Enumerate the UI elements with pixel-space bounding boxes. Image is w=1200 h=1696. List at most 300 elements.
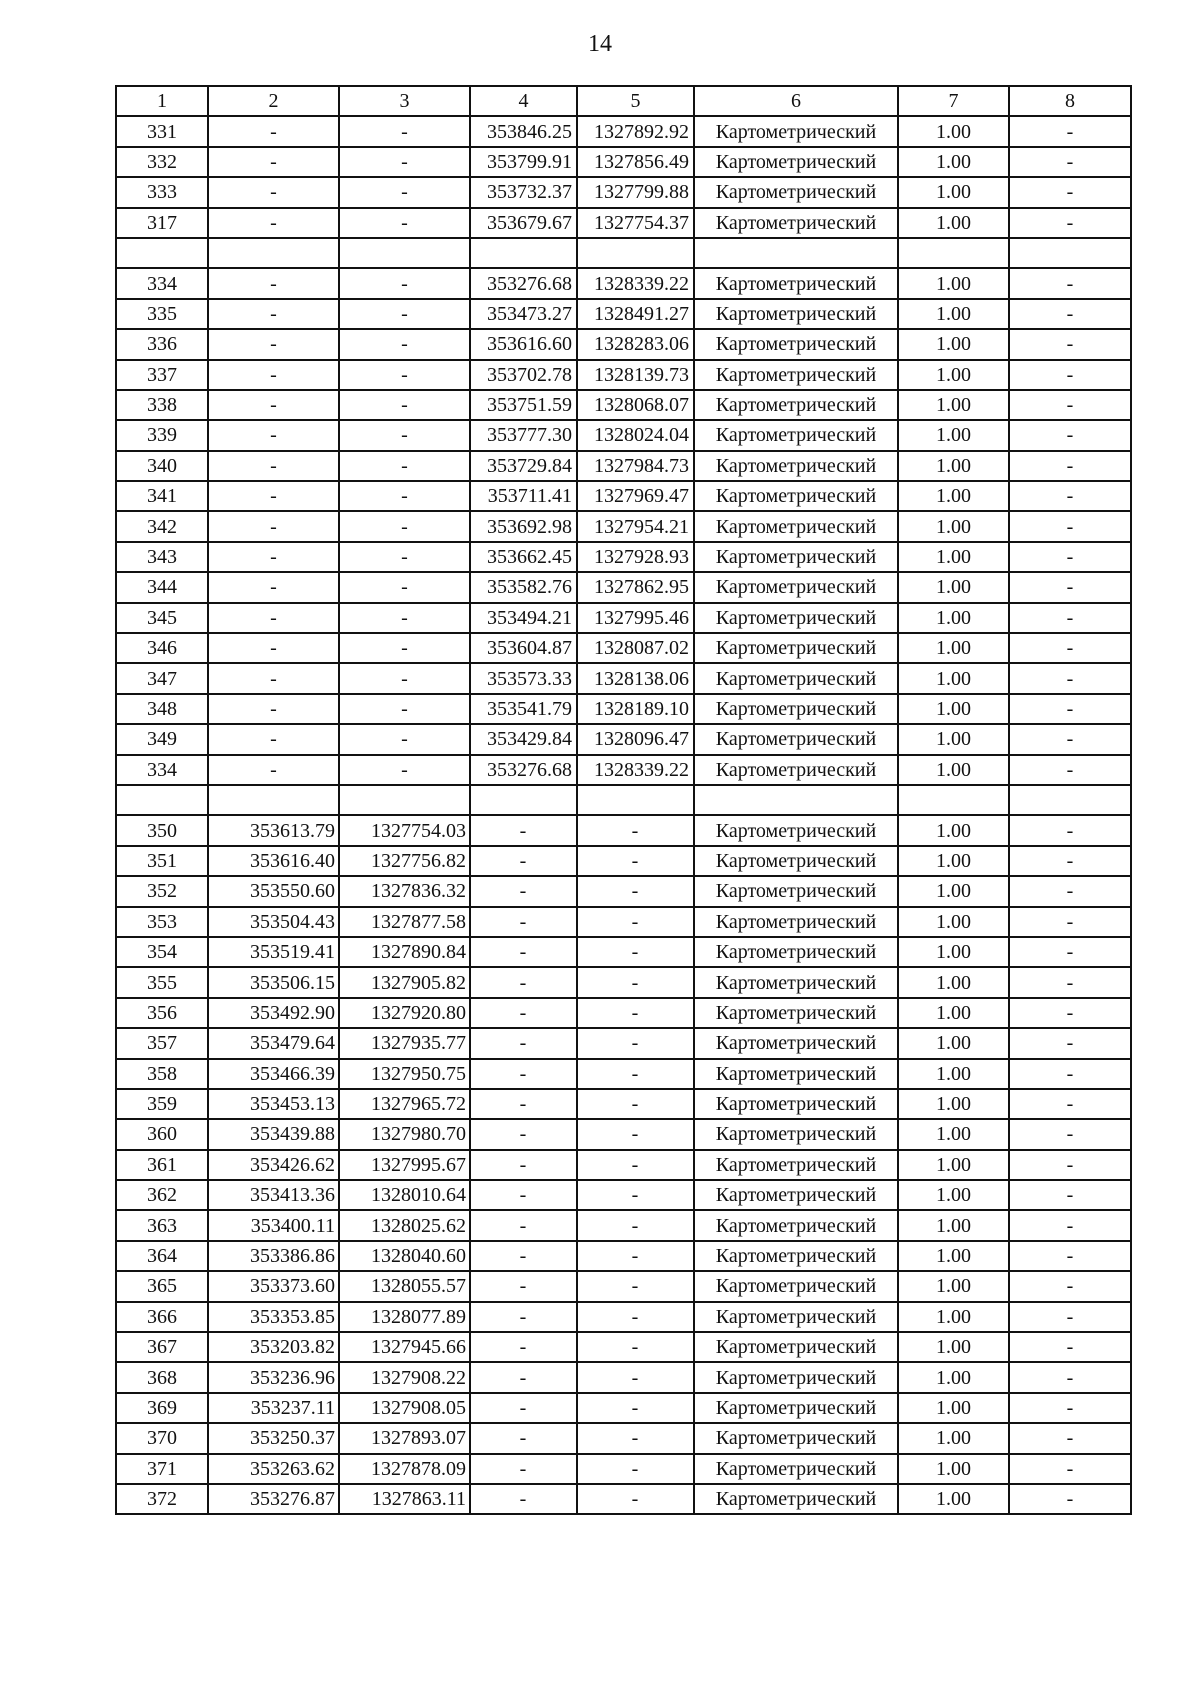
y-old-cell: - xyxy=(339,572,470,602)
point-number-cell: 368 xyxy=(116,1362,208,1392)
y-new-cell: - xyxy=(577,1180,694,1210)
x-old-cell: - xyxy=(208,329,339,359)
point-number-cell: 337 xyxy=(116,360,208,390)
y-new-cell: 1327984.73 xyxy=(577,451,694,481)
description-cell: - xyxy=(1009,1362,1131,1392)
x-new-cell: - xyxy=(470,967,577,997)
description-cell xyxy=(1009,238,1131,268)
x-new-cell: - xyxy=(470,1059,577,1089)
x-new-cell: - xyxy=(470,1423,577,1453)
accuracy-cell: 1.00 xyxy=(898,1362,1009,1392)
table-row xyxy=(116,420,1131,450)
method-cell: Картометрический xyxy=(694,511,898,541)
table-row xyxy=(116,1119,1131,1149)
point-number-cell: 346 xyxy=(116,633,208,663)
column-header-8: 8 xyxy=(1009,86,1131,116)
method-cell: Картометрический xyxy=(694,1180,898,1210)
y-old-cell: - xyxy=(339,633,470,663)
description-cell: - xyxy=(1009,603,1131,633)
x-new-cell: 353751.59 xyxy=(470,390,577,420)
description-cell: - xyxy=(1009,329,1131,359)
table-row xyxy=(116,1210,1131,1240)
table-row xyxy=(116,967,1131,997)
y-new-cell: - xyxy=(577,998,694,1028)
method-cell: Картометрический xyxy=(694,603,898,633)
description-cell xyxy=(1009,785,1131,815)
method-cell: Картометрический xyxy=(694,876,898,906)
x-old-cell: - xyxy=(208,603,339,633)
y-old-cell: 1328010.64 xyxy=(339,1180,470,1210)
table-row xyxy=(116,755,1131,785)
column-header-7: 7 xyxy=(898,86,1009,116)
x-new-cell: - xyxy=(470,876,577,906)
point-number-cell: 361 xyxy=(116,1150,208,1180)
point-number-cell: 351 xyxy=(116,846,208,876)
x-old-cell: - xyxy=(208,268,339,298)
method-cell: Картометрический xyxy=(694,815,898,845)
y-new-cell: - xyxy=(577,1241,694,1271)
y-old-cell: - xyxy=(339,268,470,298)
y-new-cell: - xyxy=(577,1271,694,1301)
y-new-cell: - xyxy=(577,846,694,876)
description-cell: - xyxy=(1009,633,1131,663)
accuracy-cell: 1.00 xyxy=(898,572,1009,602)
y-old-cell: - xyxy=(339,299,470,329)
x-old-cell: 353453.13 xyxy=(208,1089,339,1119)
x-new-cell: - xyxy=(470,1302,577,1332)
point-number-cell: 369 xyxy=(116,1393,208,1423)
x-new-cell: - xyxy=(470,1393,577,1423)
method-cell: Картометрический xyxy=(694,846,898,876)
table-row xyxy=(116,1362,1131,1392)
y-new-cell: - xyxy=(577,1210,694,1240)
table-row xyxy=(116,1393,1131,1423)
column-header-4: 4 xyxy=(470,86,577,116)
y-new-cell: 1328491.27 xyxy=(577,299,694,329)
accuracy-cell: 1.00 xyxy=(898,177,1009,207)
x-old-cell: 353237.11 xyxy=(208,1393,339,1423)
column-header-3: 3 xyxy=(339,86,470,116)
y-old-cell: - xyxy=(339,390,470,420)
y-old-cell: 1327935.77 xyxy=(339,1028,470,1058)
description-cell: - xyxy=(1009,360,1131,390)
x-old-cell: 353236.96 xyxy=(208,1362,339,1392)
x-new-cell: 353692.98 xyxy=(470,511,577,541)
accuracy-cell: 1.00 xyxy=(898,329,1009,359)
point-number-cell: 360 xyxy=(116,1119,208,1149)
x-old-cell: 353263.62 xyxy=(208,1454,339,1484)
method-cell: Картометрический xyxy=(694,268,898,298)
x-new-cell xyxy=(470,785,577,815)
x-new-cell: - xyxy=(470,1271,577,1301)
y-old-cell: - xyxy=(339,603,470,633)
x-new-cell: 353679.67 xyxy=(470,208,577,238)
method-cell: Картометрический xyxy=(694,299,898,329)
accuracy-cell: 1.00 xyxy=(898,299,1009,329)
accuracy-cell: 1.00 xyxy=(898,390,1009,420)
point-number-cell: 338 xyxy=(116,390,208,420)
table-row xyxy=(116,937,1131,967)
table-row xyxy=(116,1484,1131,1514)
y-old-cell xyxy=(339,785,470,815)
accuracy-cell: 1.00 xyxy=(898,694,1009,724)
x-new-cell: - xyxy=(470,998,577,1028)
description-cell: - xyxy=(1009,1089,1131,1119)
y-new-cell: - xyxy=(577,1302,694,1332)
x-new-cell: - xyxy=(470,1119,577,1149)
table-row xyxy=(116,451,1131,481)
point-number-cell: 355 xyxy=(116,967,208,997)
x-old-cell: - xyxy=(208,299,339,329)
accuracy-cell: 1.00 xyxy=(898,1119,1009,1149)
accuracy-cell: 1.00 xyxy=(898,755,1009,785)
y-new-cell: 1327754.37 xyxy=(577,208,694,238)
method-cell: Картометрический xyxy=(694,1423,898,1453)
point-number-cell: 359 xyxy=(116,1089,208,1119)
method-cell: Картометрический xyxy=(694,998,898,1028)
x-old-cell: - xyxy=(208,147,339,177)
point-number-cell: 348 xyxy=(116,694,208,724)
method-cell: Картометрический xyxy=(694,481,898,511)
method-cell: Картометрический xyxy=(694,1150,898,1180)
point-number-cell: 354 xyxy=(116,937,208,967)
x-old-cell: - xyxy=(208,633,339,663)
x-old-cell: 353504.43 xyxy=(208,907,339,937)
x-old-cell: 353426.62 xyxy=(208,1150,339,1180)
y-old-cell: - xyxy=(339,451,470,481)
table-row xyxy=(116,1423,1131,1453)
description-cell: - xyxy=(1009,1484,1131,1514)
x-new-cell: 353573.33 xyxy=(470,663,577,693)
y-new-cell: 1327954.21 xyxy=(577,511,694,541)
y-new-cell: 1327799.88 xyxy=(577,177,694,207)
x-old-cell: - xyxy=(208,724,339,754)
accuracy-cell: 1.00 xyxy=(898,967,1009,997)
table-row xyxy=(116,299,1131,329)
y-old-cell: - xyxy=(339,420,470,450)
y-old-cell: - xyxy=(339,542,470,572)
x-new-cell: - xyxy=(470,1028,577,1058)
point-number-cell: 353 xyxy=(116,907,208,937)
header-row xyxy=(116,86,1131,116)
point-number-cell: 347 xyxy=(116,663,208,693)
x-old-cell: 353250.37 xyxy=(208,1423,339,1453)
point-number-cell xyxy=(116,785,208,815)
x-new-cell: - xyxy=(470,1241,577,1271)
y-new-cell: 1327892.92 xyxy=(577,116,694,146)
x-old-cell xyxy=(208,238,339,268)
x-new-cell: - xyxy=(470,1089,577,1119)
method-cell: Картометрический xyxy=(694,1362,898,1392)
x-new-cell: 353494.21 xyxy=(470,603,577,633)
method-cell: Картометрический xyxy=(694,967,898,997)
x-new-cell: - xyxy=(470,937,577,967)
point-number-cell: 334 xyxy=(116,755,208,785)
table-row xyxy=(116,694,1131,724)
y-new-cell: - xyxy=(577,967,694,997)
description-cell: - xyxy=(1009,1393,1131,1423)
y-new-cell: - xyxy=(577,1059,694,1089)
x-new-cell: 353799.91 xyxy=(470,147,577,177)
point-number-cell xyxy=(116,238,208,268)
description-cell: - xyxy=(1009,1119,1131,1149)
point-number-cell: 336 xyxy=(116,329,208,359)
table-row xyxy=(116,724,1131,754)
accuracy-cell: 1.00 xyxy=(898,998,1009,1028)
x-new-cell: - xyxy=(470,846,577,876)
x-new-cell: 353429.84 xyxy=(470,724,577,754)
x-new-cell: - xyxy=(470,1454,577,1484)
y-old-cell: 1327905.82 xyxy=(339,967,470,997)
x-old-cell: 353613.79 xyxy=(208,815,339,845)
accuracy-cell: 1.00 xyxy=(898,1302,1009,1332)
table-row xyxy=(116,1454,1131,1484)
x-new-cell: 353473.27 xyxy=(470,299,577,329)
point-number-cell: 350 xyxy=(116,815,208,845)
point-number-cell: 364 xyxy=(116,1241,208,1271)
y-new-cell: 1327995.46 xyxy=(577,603,694,633)
method-cell: Картометрический xyxy=(694,329,898,359)
y-old-cell: 1327995.67 xyxy=(339,1150,470,1180)
y-new-cell: 1327969.47 xyxy=(577,481,694,511)
y-old-cell: 1327908.05 xyxy=(339,1393,470,1423)
y-new-cell: 1328087.02 xyxy=(577,633,694,663)
method-cell: Картометрический xyxy=(694,663,898,693)
y-old-cell: - xyxy=(339,511,470,541)
y-new-cell: - xyxy=(577,907,694,937)
x-old-cell: 353203.82 xyxy=(208,1332,339,1362)
table-row xyxy=(116,876,1131,906)
y-new-cell: - xyxy=(577,1119,694,1149)
point-number-cell: 372 xyxy=(116,1484,208,1514)
x-old-cell: - xyxy=(208,208,339,238)
y-old-cell: 1327920.80 xyxy=(339,998,470,1028)
description-cell: - xyxy=(1009,1241,1131,1271)
accuracy-cell: 1.00 xyxy=(898,1028,1009,1058)
point-number-cell: 352 xyxy=(116,876,208,906)
table-row xyxy=(116,633,1131,663)
description-cell: - xyxy=(1009,451,1131,481)
y-new-cell: - xyxy=(577,1089,694,1119)
accuracy-cell: 1.00 xyxy=(898,208,1009,238)
description-cell: - xyxy=(1009,511,1131,541)
x-old-cell: - xyxy=(208,390,339,420)
table-row xyxy=(116,1180,1131,1210)
x-old-cell: 353353.85 xyxy=(208,1302,339,1332)
description-cell: - xyxy=(1009,1028,1131,1058)
y-new-cell: 1327856.49 xyxy=(577,147,694,177)
y-old-cell: - xyxy=(339,329,470,359)
x-new-cell: - xyxy=(470,1484,577,1514)
description-cell: - xyxy=(1009,177,1131,207)
point-number-cell: 365 xyxy=(116,1271,208,1301)
description-cell: - xyxy=(1009,299,1131,329)
table-row xyxy=(116,907,1131,937)
x-new-cell: 353711.41 xyxy=(470,481,577,511)
method-cell: Картометрический xyxy=(694,1119,898,1149)
x-old-cell: 353386.86 xyxy=(208,1241,339,1271)
point-number-cell: 343 xyxy=(116,542,208,572)
method-cell xyxy=(694,785,898,815)
x-old-cell: 353519.41 xyxy=(208,937,339,967)
description-cell: - xyxy=(1009,937,1131,967)
x-new-cell: - xyxy=(470,1180,577,1210)
table-row xyxy=(116,1332,1131,1362)
point-number-cell: 339 xyxy=(116,420,208,450)
x-new-cell: 353541.79 xyxy=(470,694,577,724)
x-old-cell: - xyxy=(208,511,339,541)
x-old-cell: 353550.60 xyxy=(208,876,339,906)
x-new-cell: - xyxy=(470,907,577,937)
x-new-cell: 353662.45 xyxy=(470,542,577,572)
description-cell: - xyxy=(1009,481,1131,511)
method-cell: Картометрический xyxy=(694,208,898,238)
y-old-cell: 1328025.62 xyxy=(339,1210,470,1240)
method-cell: Картометрический xyxy=(694,1271,898,1301)
accuracy-cell: 1.00 xyxy=(898,360,1009,390)
y-new-cell: 1328139.73 xyxy=(577,360,694,390)
description-cell: - xyxy=(1009,998,1131,1028)
accuracy-cell: 1.00 xyxy=(898,1241,1009,1271)
point-number-cell: 356 xyxy=(116,998,208,1028)
y-new-cell: - xyxy=(577,1393,694,1423)
method-cell: Картометрический xyxy=(694,1302,898,1332)
x-new-cell: - xyxy=(470,1210,577,1240)
method-cell: Картометрический xyxy=(694,451,898,481)
point-number-cell: 317 xyxy=(116,208,208,238)
accuracy-cell: 1.00 xyxy=(898,937,1009,967)
accuracy-cell: 1.00 xyxy=(898,1393,1009,1423)
x-new-cell: 353702.78 xyxy=(470,360,577,390)
accuracy-cell: 1.00 xyxy=(898,1484,1009,1514)
x-old-cell: 353276.87 xyxy=(208,1484,339,1514)
accuracy-cell: 1.00 xyxy=(898,451,1009,481)
x-old-cell: - xyxy=(208,663,339,693)
description-cell: - xyxy=(1009,542,1131,572)
table-row xyxy=(116,1150,1131,1180)
description-cell: - xyxy=(1009,724,1131,754)
point-number-cell: 334 xyxy=(116,268,208,298)
description-cell: - xyxy=(1009,815,1131,845)
accuracy-cell: 1.00 xyxy=(898,907,1009,937)
method-cell: Картометрический xyxy=(694,1210,898,1240)
table-row xyxy=(116,177,1131,207)
point-number-cell: 345 xyxy=(116,603,208,633)
y-old-cell: - xyxy=(339,360,470,390)
x-old-cell: 353506.15 xyxy=(208,967,339,997)
description-cell: - xyxy=(1009,420,1131,450)
y-new-cell: 1328339.22 xyxy=(577,268,694,298)
x-old-cell xyxy=(208,785,339,815)
x-old-cell: - xyxy=(208,542,339,572)
method-cell: Картометрический xyxy=(694,420,898,450)
y-old-cell: - xyxy=(339,208,470,238)
point-number-cell: 344 xyxy=(116,572,208,602)
table-row xyxy=(116,147,1131,177)
table-row xyxy=(116,208,1131,238)
y-old-cell: 1327890.84 xyxy=(339,937,470,967)
accuracy-cell: 1.00 xyxy=(898,147,1009,177)
y-old-cell: 1327945.66 xyxy=(339,1332,470,1362)
method-cell: Картометрический xyxy=(694,907,898,937)
table-row xyxy=(116,998,1131,1028)
table-row xyxy=(116,390,1131,420)
table-row xyxy=(116,846,1131,876)
accuracy-cell: 1.00 xyxy=(898,815,1009,845)
y-new-cell: 1328068.07 xyxy=(577,390,694,420)
point-number-cell: 357 xyxy=(116,1028,208,1058)
description-cell: - xyxy=(1009,694,1131,724)
accuracy-cell: 1.00 xyxy=(898,846,1009,876)
table-header xyxy=(116,86,1131,116)
x-old-cell: 353439.88 xyxy=(208,1119,339,1149)
accuracy-cell xyxy=(898,238,1009,268)
point-number-cell: 370 xyxy=(116,1423,208,1453)
column-header-6: 6 xyxy=(694,86,898,116)
accuracy-cell: 1.00 xyxy=(898,542,1009,572)
x-new-cell: - xyxy=(470,1362,577,1392)
y-new-cell: - xyxy=(577,1454,694,1484)
y-new-cell: - xyxy=(577,876,694,906)
y-new-cell: 1328339.22 xyxy=(577,755,694,785)
accuracy-cell: 1.00 xyxy=(898,1332,1009,1362)
description-cell: - xyxy=(1009,846,1131,876)
table-row xyxy=(116,268,1131,298)
y-old-cell: - xyxy=(339,116,470,146)
method-cell: Картометрический xyxy=(694,147,898,177)
table-row xyxy=(116,572,1131,602)
method-cell: Картометрический xyxy=(694,755,898,785)
table-row xyxy=(116,329,1131,359)
accuracy-cell: 1.00 xyxy=(898,724,1009,754)
accuracy-cell: 1.00 xyxy=(898,1454,1009,1484)
x-new-cell: 353604.87 xyxy=(470,633,577,663)
x-new-cell: - xyxy=(470,815,577,845)
y-old-cell: - xyxy=(339,755,470,785)
y-old-cell: - xyxy=(339,694,470,724)
x-old-cell: 353479.64 xyxy=(208,1028,339,1058)
y-old-cell: 1327893.07 xyxy=(339,1423,470,1453)
point-number-cell: 333 xyxy=(116,177,208,207)
accuracy-cell: 1.00 xyxy=(898,633,1009,663)
table-row xyxy=(116,1302,1131,1332)
method-cell: Картометрический xyxy=(694,1241,898,1271)
y-new-cell: 1328024.04 xyxy=(577,420,694,450)
x-old-cell: - xyxy=(208,177,339,207)
y-old-cell: 1327980.70 xyxy=(339,1119,470,1149)
y-new-cell: - xyxy=(577,1484,694,1514)
y-old-cell: 1327754.03 xyxy=(339,815,470,845)
description-cell: - xyxy=(1009,876,1131,906)
point-number-cell: 366 xyxy=(116,1302,208,1332)
y-old-cell: - xyxy=(339,724,470,754)
description-cell: - xyxy=(1009,1210,1131,1240)
method-cell: Картометрический xyxy=(694,1089,898,1119)
accuracy-cell: 1.00 xyxy=(898,1059,1009,1089)
x-old-cell: - xyxy=(208,755,339,785)
table-row xyxy=(116,360,1131,390)
y-old-cell: 1328077.89 xyxy=(339,1302,470,1332)
y-new-cell: 1328189.10 xyxy=(577,694,694,724)
table-body xyxy=(116,116,1131,1514)
method-cell: Картометрический xyxy=(694,633,898,663)
table-row xyxy=(116,1089,1131,1119)
y-old-cell: 1328040.60 xyxy=(339,1241,470,1271)
point-number-cell: 331 xyxy=(116,116,208,146)
accuracy-cell: 1.00 xyxy=(898,1180,1009,1210)
accuracy-cell: 1.00 xyxy=(898,663,1009,693)
accuracy-cell: 1.00 xyxy=(898,511,1009,541)
